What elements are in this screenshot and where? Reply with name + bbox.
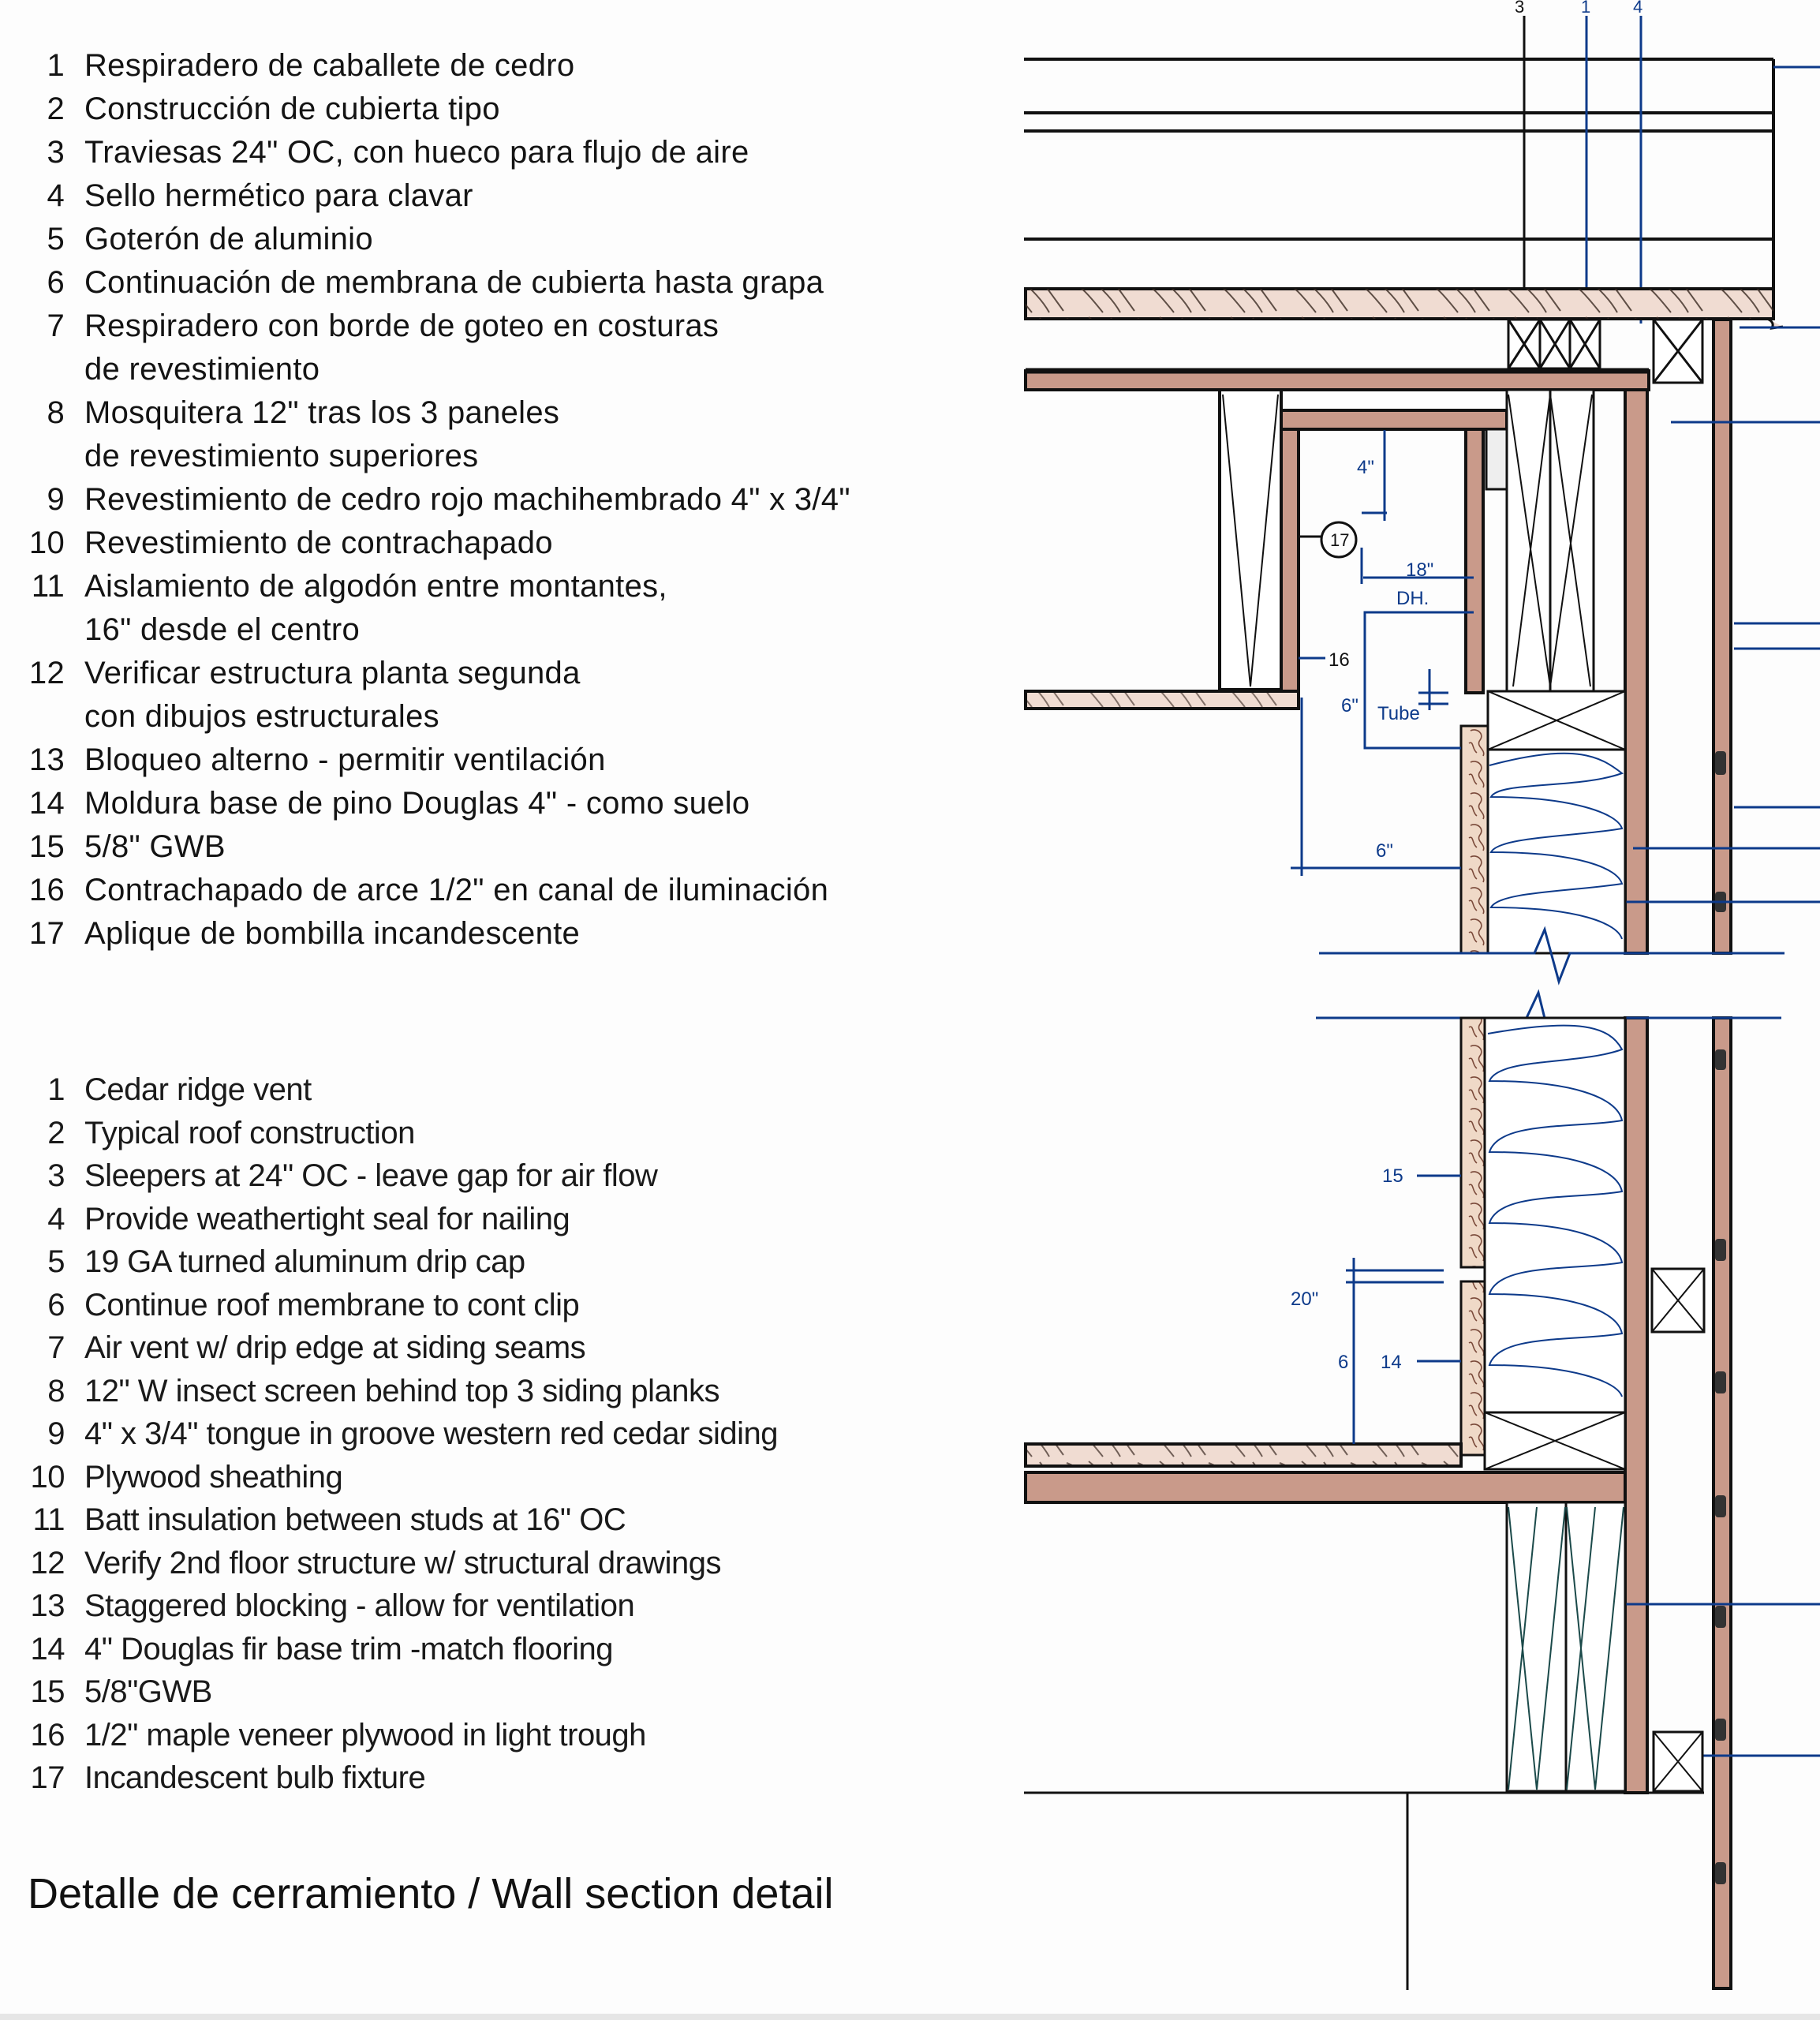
foundation: [1024, 1793, 1704, 1990]
legend-en-number: 3: [47, 1158, 65, 1193]
legend-es-number: 7: [47, 309, 65, 343]
legend-es-text: con dibujos estructurales: [84, 699, 439, 734]
legend-en-number: 2: [47, 1116, 65, 1150]
legend-es-text: 16" desde el centro: [84, 612, 361, 647]
legend-en-number: 6: [47, 1288, 65, 1322]
siding: [1713, 320, 1731, 1988]
legend-en-number: 14: [30, 1632, 65, 1666]
legend-es-number: 13: [28, 743, 65, 777]
legend-es-text: Moldura base de pino Douglas 4" - como suelo: [84, 786, 750, 821]
callout-17: 17: [1330, 530, 1350, 550]
legend-es-text: Bloqueo alterno - permitir ventilación: [84, 743, 606, 777]
legend-es-number: 12: [28, 656, 65, 690]
legend-es-number: 9: [47, 482, 65, 517]
legend-es-number: 5: [47, 222, 65, 256]
legend-en-number: 9: [47, 1416, 65, 1451]
dim-c: 6": [1376, 840, 1393, 862]
legend-es-text: Contrachapado de arce 1/2" en canal de iluminación: [84, 873, 829, 907]
legend-es-text: de revestimiento superiores: [84, 439, 479, 473]
legend-en-text: 12" W insect screen behind top 3 siding planks: [84, 1374, 720, 1408]
legend-es-text: Aislamiento de algodón entre montantes,: [84, 569, 667, 604]
lower-insulation: [1461, 1018, 1704, 1469]
legend-en-text: Cedar ridge vent: [84, 1072, 312, 1107]
legend-en-text: Incandescent bulb fixture: [84, 1760, 426, 1795]
legend-es-number: 11: [31, 569, 65, 604]
dim-side: 6": [1341, 695, 1358, 716]
title-spanish: Detalle de cerramiento: [28, 1870, 457, 1917]
annotation-labels: [1291, 457, 1433, 1373]
legend-en-text: Batt insulation between studs at 16" OC: [84, 1502, 626, 1537]
callout-15: 15: [1382, 1165, 1403, 1187]
upper-insulation: [1461, 691, 1625, 953]
legend-es-number: 6: [47, 265, 65, 300]
top-plate: [1026, 371, 1649, 390]
soffit-framing: [1026, 390, 1507, 709]
legend-en-text: Verify 2nd floor structure w/ structural drawings: [84, 1546, 721, 1580]
sheathing: [1625, 390, 1647, 1793]
legend-en-number: 4: [47, 1202, 65, 1236]
top-callout-1: 1: [1581, 0, 1591, 17]
legend-en-number: 12: [30, 1546, 65, 1580]
dim-tube: Tube: [1377, 703, 1420, 724]
legend-en-number: 17: [30, 1760, 65, 1795]
legend-en-text: Staggered blocking - allow for ventilation: [84, 1588, 635, 1623]
legend-es-text: Revestimiento de cedro rojo machihembrado 4" x 3/4": [84, 482, 850, 517]
dim-dh: DH.: [1396, 588, 1429, 609]
legend-es-number: 3: [47, 135, 65, 170]
legend-en-text: Typical roof construction: [84, 1116, 415, 1150]
legend-en-number: 10: [30, 1460, 65, 1494]
legend-en-text: Plywood sheathing: [84, 1460, 343, 1494]
legend-es-text: Continuación de membrana de cubierta hasta grapa: [84, 265, 824, 300]
legend-en-text: 1/2" maple veneer plywood in light trough: [84, 1718, 646, 1753]
legend-en-text: 4" Douglas fir base trim -match flooring: [84, 1632, 614, 1666]
legend-en-text: 4" x 3/4" tongue in groove western red cedar siding: [84, 1416, 778, 1451]
legend-es-text: de revestimiento: [84, 352, 320, 387]
bottom-edge: [0, 2014, 1820, 2020]
legend-en-number: 15: [30, 1674, 65, 1709]
legend-es-number: 17: [28, 916, 65, 951]
legend-en-number: 16: [30, 1718, 65, 1753]
title-english: Wall section detail: [491, 1870, 834, 1917]
legend-es-text: Respiradero con borde de goteo en costuras: [84, 309, 719, 343]
legend-es-number: 16: [28, 873, 65, 907]
legend-es-text: Construcción de cubierta tipo: [84, 92, 500, 126]
legend-es-number: 1: [47, 48, 65, 83]
dim-18: 18": [1406, 559, 1434, 581]
legend-en-text: Continue roof membrane to cont clip: [84, 1288, 580, 1322]
lower-studs: [1507, 1502, 1702, 1791]
legend-es-text: Goterón de aluminio: [84, 222, 373, 256]
roof-layers: [1024, 59, 1820, 316]
legend-es-text: Verificar estructura planta segunda: [84, 656, 581, 690]
legend-en-number: 5: [47, 1244, 65, 1279]
legend-en-text: 19 GA turned aluminum drip cap: [84, 1244, 525, 1279]
dim-6: 6: [1338, 1352, 1349, 1373]
legend-en-number: 13: [30, 1588, 65, 1623]
dim-upper: 4": [1357, 457, 1374, 478]
legend-es-text: Respiradero de caballete de cedro: [84, 48, 575, 83]
legend-en-number: 8: [47, 1374, 65, 1408]
callout-16: 16: [1329, 649, 1350, 671]
legend-es-number: 15: [28, 829, 65, 864]
legend-en-number: 1: [47, 1072, 65, 1107]
top-callout-4: 4: [1633, 0, 1643, 17]
legend-en-number: 11: [32, 1502, 65, 1537]
legend-es-number: 10: [28, 526, 65, 560]
title-separator: /: [456, 1870, 492, 1917]
legend-en-text: Air vent w/ drip edge at siding seams: [84, 1330, 586, 1365]
legend-es-text: Sello hermético para clavar: [84, 178, 473, 213]
legend-es-number: 4: [47, 178, 65, 213]
upper-studs: [1486, 390, 1594, 691]
legend-es-number: 14: [28, 786, 65, 821]
legend-es-text: Revestimiento de contrachapado: [84, 526, 553, 560]
legend-es-text: Traviesas 24" OC, con hueco para flujo de aire: [84, 135, 749, 170]
top-callouts: [1515, 0, 1642, 327]
legend-es-number: 2: [47, 92, 65, 126]
legend-es-text: Aplique de bombilla incandescente: [84, 916, 581, 951]
dim-20: 20": [1291, 1289, 1319, 1310]
legend-es-number: 8: [47, 395, 65, 430]
legend-es-text: 5/8" GWB: [84, 829, 226, 864]
legend-en-text: 5/8"GWB: [84, 1674, 212, 1709]
top-callout-3: 3: [1515, 0, 1525, 17]
legend-es-text: Mosquitera 12" tras los 3 paneles: [84, 395, 560, 430]
legend-en-text: Sleepers at 24" OC - leave gap for air flow: [84, 1158, 658, 1193]
legend-en-text: Provide weathertight seal for nailing: [84, 1202, 570, 1236]
callout-14: 14: [1381, 1352, 1402, 1373]
legend-en-number: 7: [47, 1330, 65, 1365]
